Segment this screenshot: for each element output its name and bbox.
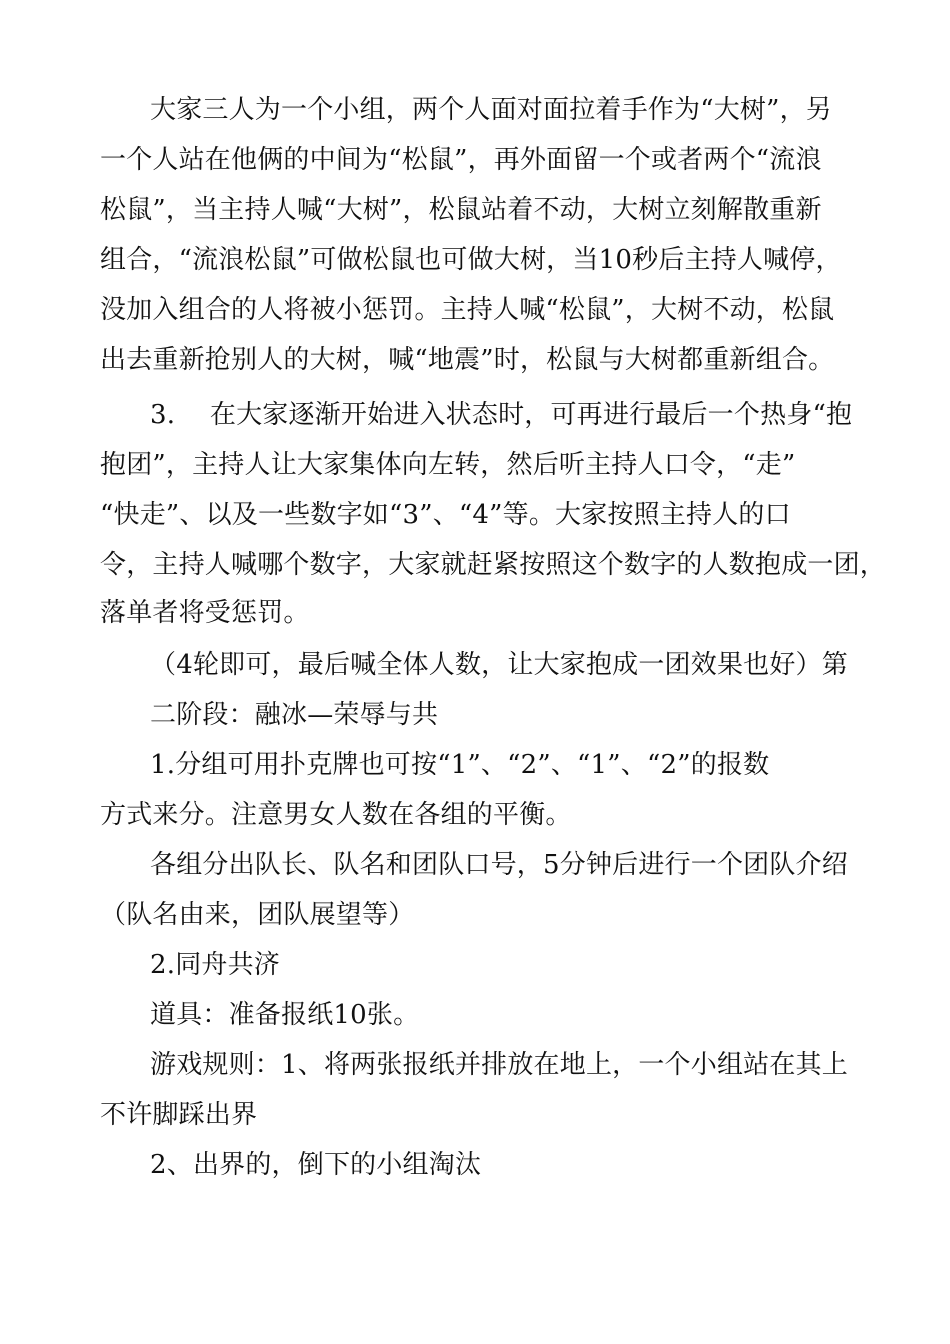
paragraph-line: 出去重新抢别人的大树，喊“地震”时，松鼠与大树都重新组合。: [100, 345, 835, 375]
paragraph-line: 不许脚踩出界: [100, 1100, 258, 1130]
paragraph-line: （队名由来，团队展望等）: [100, 900, 415, 930]
paragraph-line: 松鼠”，当主持人喊“大树”，松鼠站着不动，大树立刻解散重新: [100, 195, 822, 225]
paragraph-line: 游戏规则：1、将两张报纸并排放在地上，一个小组站在其上: [150, 1050, 848, 1080]
paragraph-line: 2.同舟共济: [150, 950, 281, 980]
paragraph-line: 没加入组合的人将被小惩罚。主持人喊“松鼠”，大树不动，松鼠: [100, 295, 835, 325]
paragraph-line: 大家三人为一个小组，两个人面对面拉着手作为“大树”，另: [150, 95, 832, 125]
paragraph-line: 一个人站在他俩的中间为“松鼠”，再外面留一个或者两个“流浪: [100, 145, 822, 175]
paragraph-line: 二阶段：融冰—荣辱与共: [150, 700, 439, 730]
paragraph-line: 落单者将受惩罚。: [100, 598, 310, 628]
paragraph-line: 2、出界的，倒下的小组淘汰: [150, 1150, 482, 1180]
paragraph-line: 组合，“流浪松鼠”可做松鼠也可做大树，当10秒后主持人喊停，: [100, 245, 842, 275]
paragraph-line: 1.分组可用扑克牌也可按“1”、“2”、“1”、“2”的报数: [150, 750, 770, 780]
paragraph-line: （4轮即可，最后喊全体人数，让大家抱成一团效果也好）第: [150, 650, 848, 680]
paragraph-line: “快走”、以及一些数字如“3”、“4”等。大家按照主持人的口: [100, 500, 791, 530]
paragraph-line: 各组分出队长、队名和团队口号，5分钟后进行一个团队介绍: [150, 850, 848, 880]
paragraph-line: 令，主持人喊哪个数字，大家就赶紧按照这个数字的人数抱成一团，: [100, 550, 887, 580]
paragraph-line: 抱团”，主持人让大家集体向左转，然后听主持人口令，“走”: [100, 450, 796, 480]
paragraph-line: 方式来分。注意男女人数在各组的平衡。: [100, 800, 572, 830]
paragraph-line: 道具：准备报纸10张。: [150, 1000, 420, 1030]
paragraph-line: 3. 在大家逐渐开始进入状态时，可再进行最后一个热身“抱: [150, 400, 853, 430]
